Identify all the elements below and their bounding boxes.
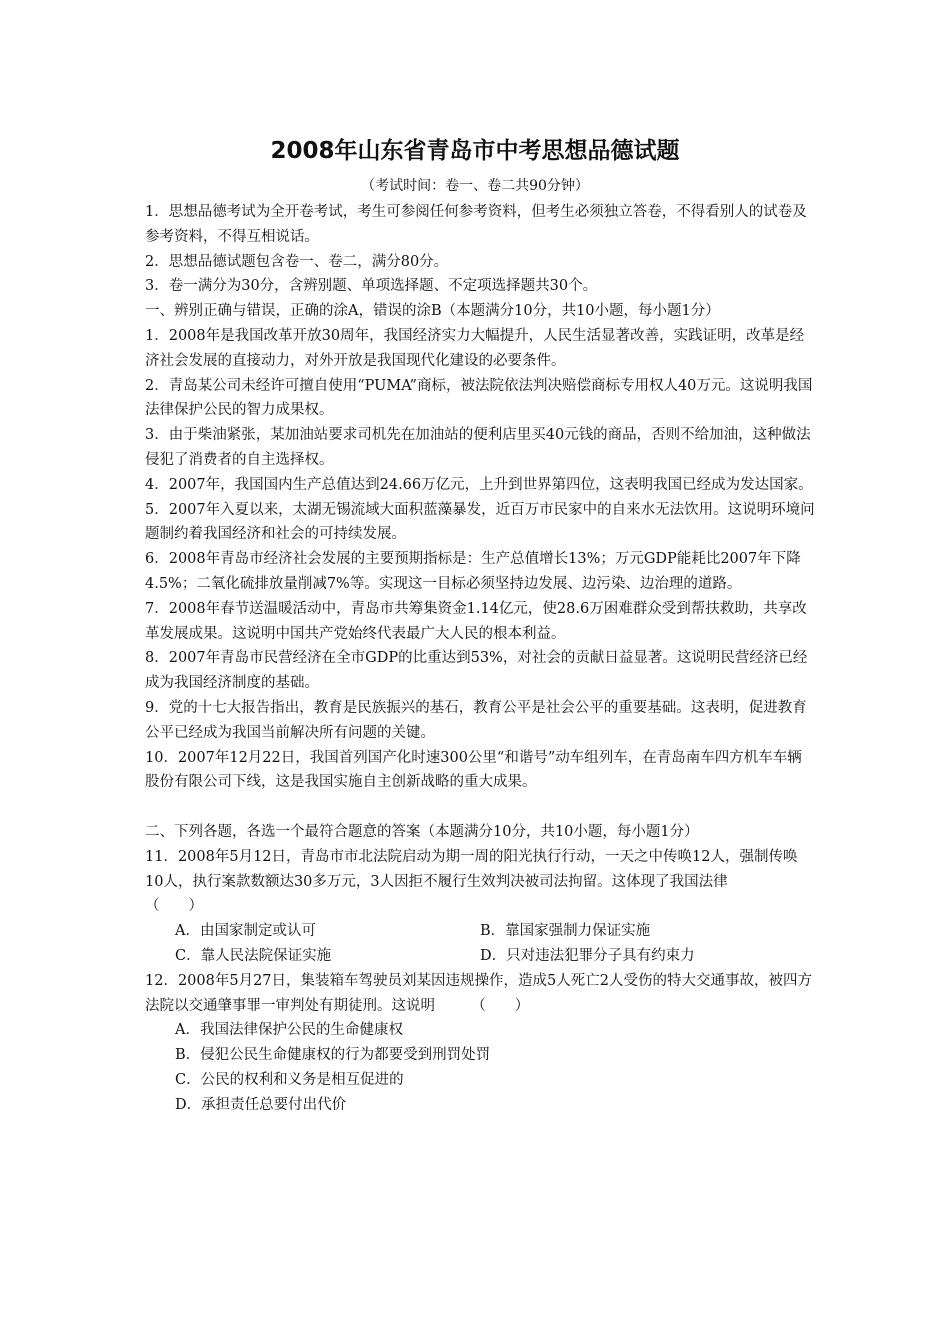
question-item: 3．由于柴油紧张，某加油站要求司机先在加油站的便利店里买40元钱的商品，否则不给加油，这种做法侵犯了消费者的自主选择权。 — [145, 427, 811, 468]
question-item: 1．2008年是我国改革开放30周年，我国经济实力大幅提升，人民生活显著改善，实践证明，改革是经济社会发展的直接动力，对外开放是我国现代化建设的必要条件。 — [145, 327, 805, 369]
section-heading: 一、辨别正确与错误，正确的涂A，错误的涂B（本题满分10分，共10小题，每小题1分） — [145, 303, 720, 320]
option-b: B．靠国家强制力保证实施 — [480, 923, 651, 940]
question-item: 4．2007年，我国国内生产总值达到24.66万亿元，上升到世界第四位，这表明我国已经成为发达国家。 — [145, 476, 813, 493]
option-row — [145, 944, 815, 969]
question-stem: 12．2008年5月27日，集装箱车驾驶员刘某因违规操作，造成5人死亡2人受伤的特大交通事故，被四方法院以交通肇事罪一审判处有期徒刑。这说明 （ ） — [145, 972, 812, 1014]
question-item: 9．党的十七大报告指出，教育是民族振兴的基石，教育公平是社会公平的重要基础。这表明，促进教育公平已经成为我国当前解决所有问题的关键。 — [145, 699, 807, 741]
option-d: D．承担责任总要付出代价 — [175, 1096, 347, 1113]
option-c: C．公民的权利和义务是相互促进的 — [175, 1071, 404, 1088]
option-c: C．靠人民法院保证实施 — [175, 947, 332, 964]
section-heading: 二、下列各题，各选一个最符合题意的答案（本题满分10分，共10小题，每小题1分） — [145, 823, 699, 840]
option-b: B．侵犯公民生命健康权的行为都要受到刑罚处罚 — [175, 1047, 491, 1064]
option-a: A．由国家制定或认可 — [175, 923, 316, 940]
question-item: 5．2007年入夏以来，太湖无锡流域大面积蓝藻暴发，近百万市民家中的自来水无法饮用。这说明环境问题制约着我国经济和社会的可持续发展。 — [145, 501, 815, 543]
exam-body — [145, 200, 815, 1117]
option-row — [145, 919, 815, 944]
option-d: D．只对违法犯罪分子具有约束力 — [480, 947, 695, 964]
question-item: 6．2008年青岛市经济社会发展的主要预期指标是：生产总值增长13%；万元GDP能耗比2007年下降4.5%；二氧化硫排放量削减7%等。实现这一目标必须坚持边发展、边污染、边治理的道路。 — [145, 551, 801, 592]
question-stem: 11．2008年5月12日，青岛市市北法院启动为期一周的阳光执行行动，一天之中传唤12人，强制传唤10人，执行案款数额达30多万元，3人因拒不履行生效判决被司法拘留。这体现了我国法律 （ ） — [145, 848, 815, 915]
page-title: 2008年山东省青岛市中考思想品德试题 — [270, 138, 680, 164]
question-item: 10．2007年12月22日，我国首列国产化时速300公里“和谐号”动车组列车，在青岛南车四方机车车辆股份有限公司下线，这是我国实施自主创新战略的重大成果。 — [145, 749, 802, 791]
instruction-item: 2．思想品德试题包含卷一、卷二，满分80分。 — [145, 253, 449, 270]
instruction-item: 1．思想品德考试为全开卷考试，考生可参阅任何参考资料，但考生必须独立答卷，不得看别人的试卷及参考资料，不得互相说话。 — [145, 204, 807, 245]
question-item: 2．青岛某公司未经许可擅自使用“PUMA”商标，被法院依法判决赔偿商标专用权人40万元。这说明我国法律保护公民的智力成果权。 — [145, 377, 813, 419]
option-a: A．我国法律保护公民的生命健康权 — [175, 1022, 403, 1039]
exam-time-note: （考试时间：卷一、卷二共90分钟） — [361, 178, 589, 194]
question-item: 7．2008年春节送温暖活动中，青岛市共筹集资金1.14亿元，使28.6万困难群众受到帮扶救助，共享改革发展成果。这说明中国共产党始终代表最广大人民的根本利益。 — [145, 600, 807, 642]
question-item: 8．2007年青岛市民营经济在全市GDP的比重达到53%，对社会的贡献日益显著。这说明民营经济已经成为我国经济制度的基础。 — [145, 650, 808, 692]
instruction-item: 3．卷一满分为30分，含辨别题、单项选择题、不定项选择题共30个。 — [145, 278, 598, 295]
blank-line — [145, 795, 815, 820]
